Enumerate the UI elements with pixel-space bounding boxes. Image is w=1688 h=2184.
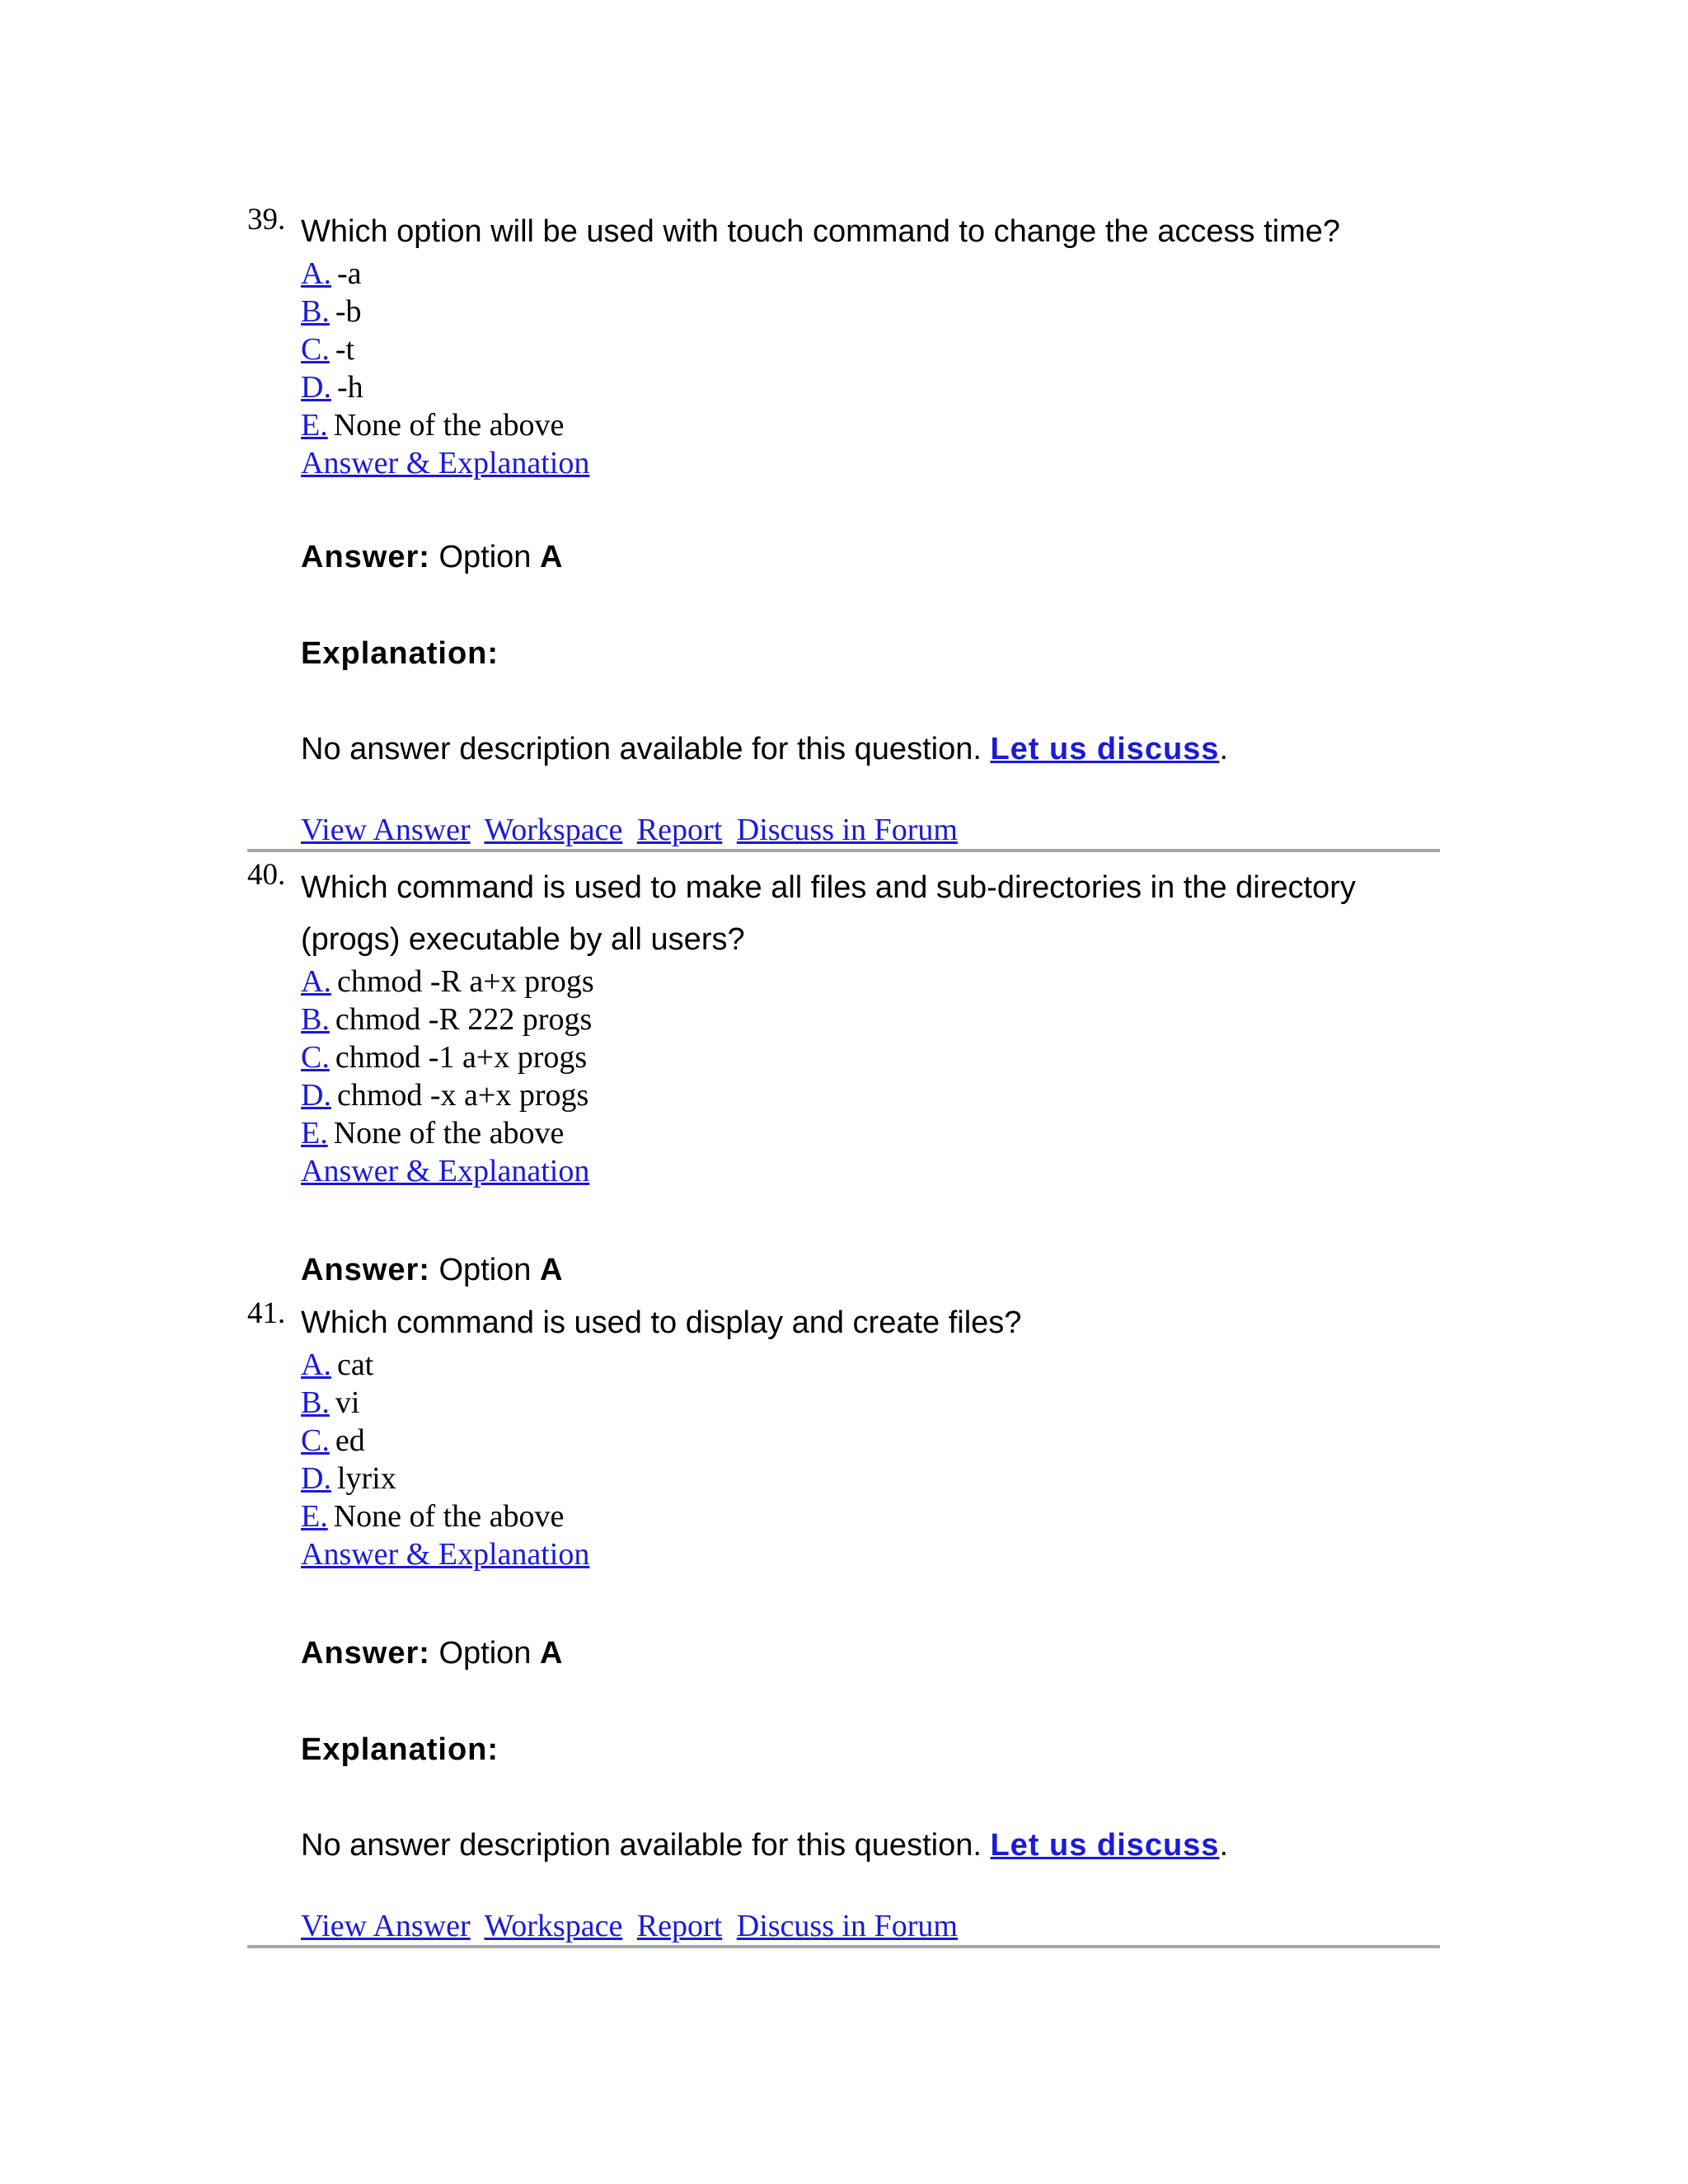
discuss-in-forum-link[interactable]: Discuss in Forum [736,813,958,847]
option-b-text: vi [335,1385,360,1420]
option-d-text: chmod -x a+x progs [336,1078,589,1113]
option-d-link[interactable]: D. [301,370,331,405]
explanation-label: Explanation: [301,636,499,671]
let-us-discuss-link[interactable]: Let us discuss [990,1828,1220,1863]
question-number: 40. [247,858,286,892]
option-d-text: lyrix [336,1461,396,1496]
option-c-text: -t [335,332,355,367]
answer-40 [301,1253,562,1288]
option-b [301,293,1442,330]
answer-41 [301,1636,562,1671]
answer-explanation-link[interactable]: Answer & Explanation [301,1154,590,1188]
question-text: Which option will be used with touch command to change the access time? [301,214,1340,249]
option-a-text: chmod -R a+x progs [336,964,594,999]
description-41 [301,1828,1228,1863]
view-answer-link[interactable]: View Answer [301,813,471,847]
option-d [301,1460,1442,1497]
option-d-text: -h [336,370,363,405]
option-b-link[interactable]: B. [301,1385,330,1420]
workspace-link[interactable]: Workspace [484,1909,623,1943]
report-link[interactable]: Report [636,1909,723,1943]
answer-explanation-link[interactable]: Answer & Explanation [301,446,590,480]
option-c-text: ed [335,1423,365,1458]
option-a [301,963,1442,1001]
option-b-text: chmod -R 222 progs [335,1002,593,1037]
option-c-link[interactable]: C. [301,1423,330,1458]
question-text: Which command is used to display and create files? [301,1305,1022,1340]
option-b-link[interactable]: B. [301,294,330,329]
option-a-link[interactable]: A. [301,964,331,999]
answer-option-word: Option [438,1636,532,1671]
option-c [301,1038,1442,1076]
option-a [301,255,1442,293]
option-b [301,1001,1442,1038]
explanation-39 [301,636,499,672]
view-answer-link[interactable]: View Answer [301,1909,471,1943]
option-e-link[interactable]: E. [301,408,328,443]
answer-explanation-row [301,444,1442,482]
question-body [301,1300,1442,1573]
description-end: . [1219,732,1228,766]
option-c [301,330,1442,368]
option-c-text: chmod -1 a+x progs [335,1040,588,1075]
option-d [301,368,1442,406]
answer-option-letter: A [540,540,563,574]
answer-explanation-link[interactable]: Answer & Explanation [301,1537,590,1572]
answer-option-letter: A [540,1253,563,1287]
option-e-link[interactable]: E. [301,1116,328,1151]
description-39 [301,732,1228,767]
description-end: . [1219,1828,1228,1863]
footer-links-39 [301,812,964,848]
question-text-line-2: (progs) executable by all users? [301,922,745,957]
option-e [301,406,1442,444]
question-body [301,209,1442,482]
question-text-line-1: Which command is used to make all files and sub-directories in the directory [301,870,1356,905]
answer-option-letter: A [540,1636,563,1671]
answer-option-word: Option [438,540,532,574]
description-text: No answer description available for this question. [301,1828,982,1863]
option-c-link[interactable]: C. [301,1040,330,1075]
option-e-text: None of the above [333,1116,565,1151]
option-a-text: cat [336,1347,374,1382]
option-d-link[interactable]: D. [301,1461,331,1496]
let-us-discuss-link[interactable]: Let us discuss [990,732,1220,766]
description-text: No answer description available for this question. [301,732,982,766]
footer-links-41 [301,1908,964,1944]
question-body [301,859,1442,1190]
answer-label: Answer: [301,1636,430,1671]
option-b-link[interactable]: B. [301,1002,330,1037]
option-a [301,1346,1442,1384]
workspace-link[interactable]: Workspace [484,813,623,847]
answer-label: Answer: [301,540,430,574]
question-number: 41. [247,1296,286,1330]
option-d [301,1076,1442,1114]
option-e-link[interactable]: E. [301,1499,328,1534]
divider [247,849,1440,852]
divider [247,1945,1440,1948]
option-a-link[interactable]: A. [301,256,331,291]
answer-label: Answer: [301,1253,430,1287]
answer-explanation-row [301,1152,1442,1190]
report-link[interactable]: Report [636,813,723,847]
option-e [301,1114,1442,1152]
discuss-in-forum-link[interactable]: Discuss in Forum [736,1909,958,1943]
option-b-text: -b [335,294,362,329]
answer-explanation-row [301,1535,1442,1573]
option-a-link[interactable]: A. [301,1347,331,1382]
option-c [301,1422,1442,1460]
explanation-41 [301,1732,499,1768]
option-e-text: None of the above [333,1499,565,1534]
option-d-link[interactable]: D. [301,1078,331,1113]
option-b [301,1384,1442,1422]
explanation-label: Explanation: [301,1732,499,1767]
option-c-link[interactable]: C. [301,332,330,367]
answer-option-word: Option [438,1253,532,1287]
answer-39 [301,540,562,575]
question-number: 39. [247,203,286,237]
option-a-text: -a [336,256,362,291]
option-e [301,1497,1442,1535]
option-e-text: None of the above [333,408,565,443]
